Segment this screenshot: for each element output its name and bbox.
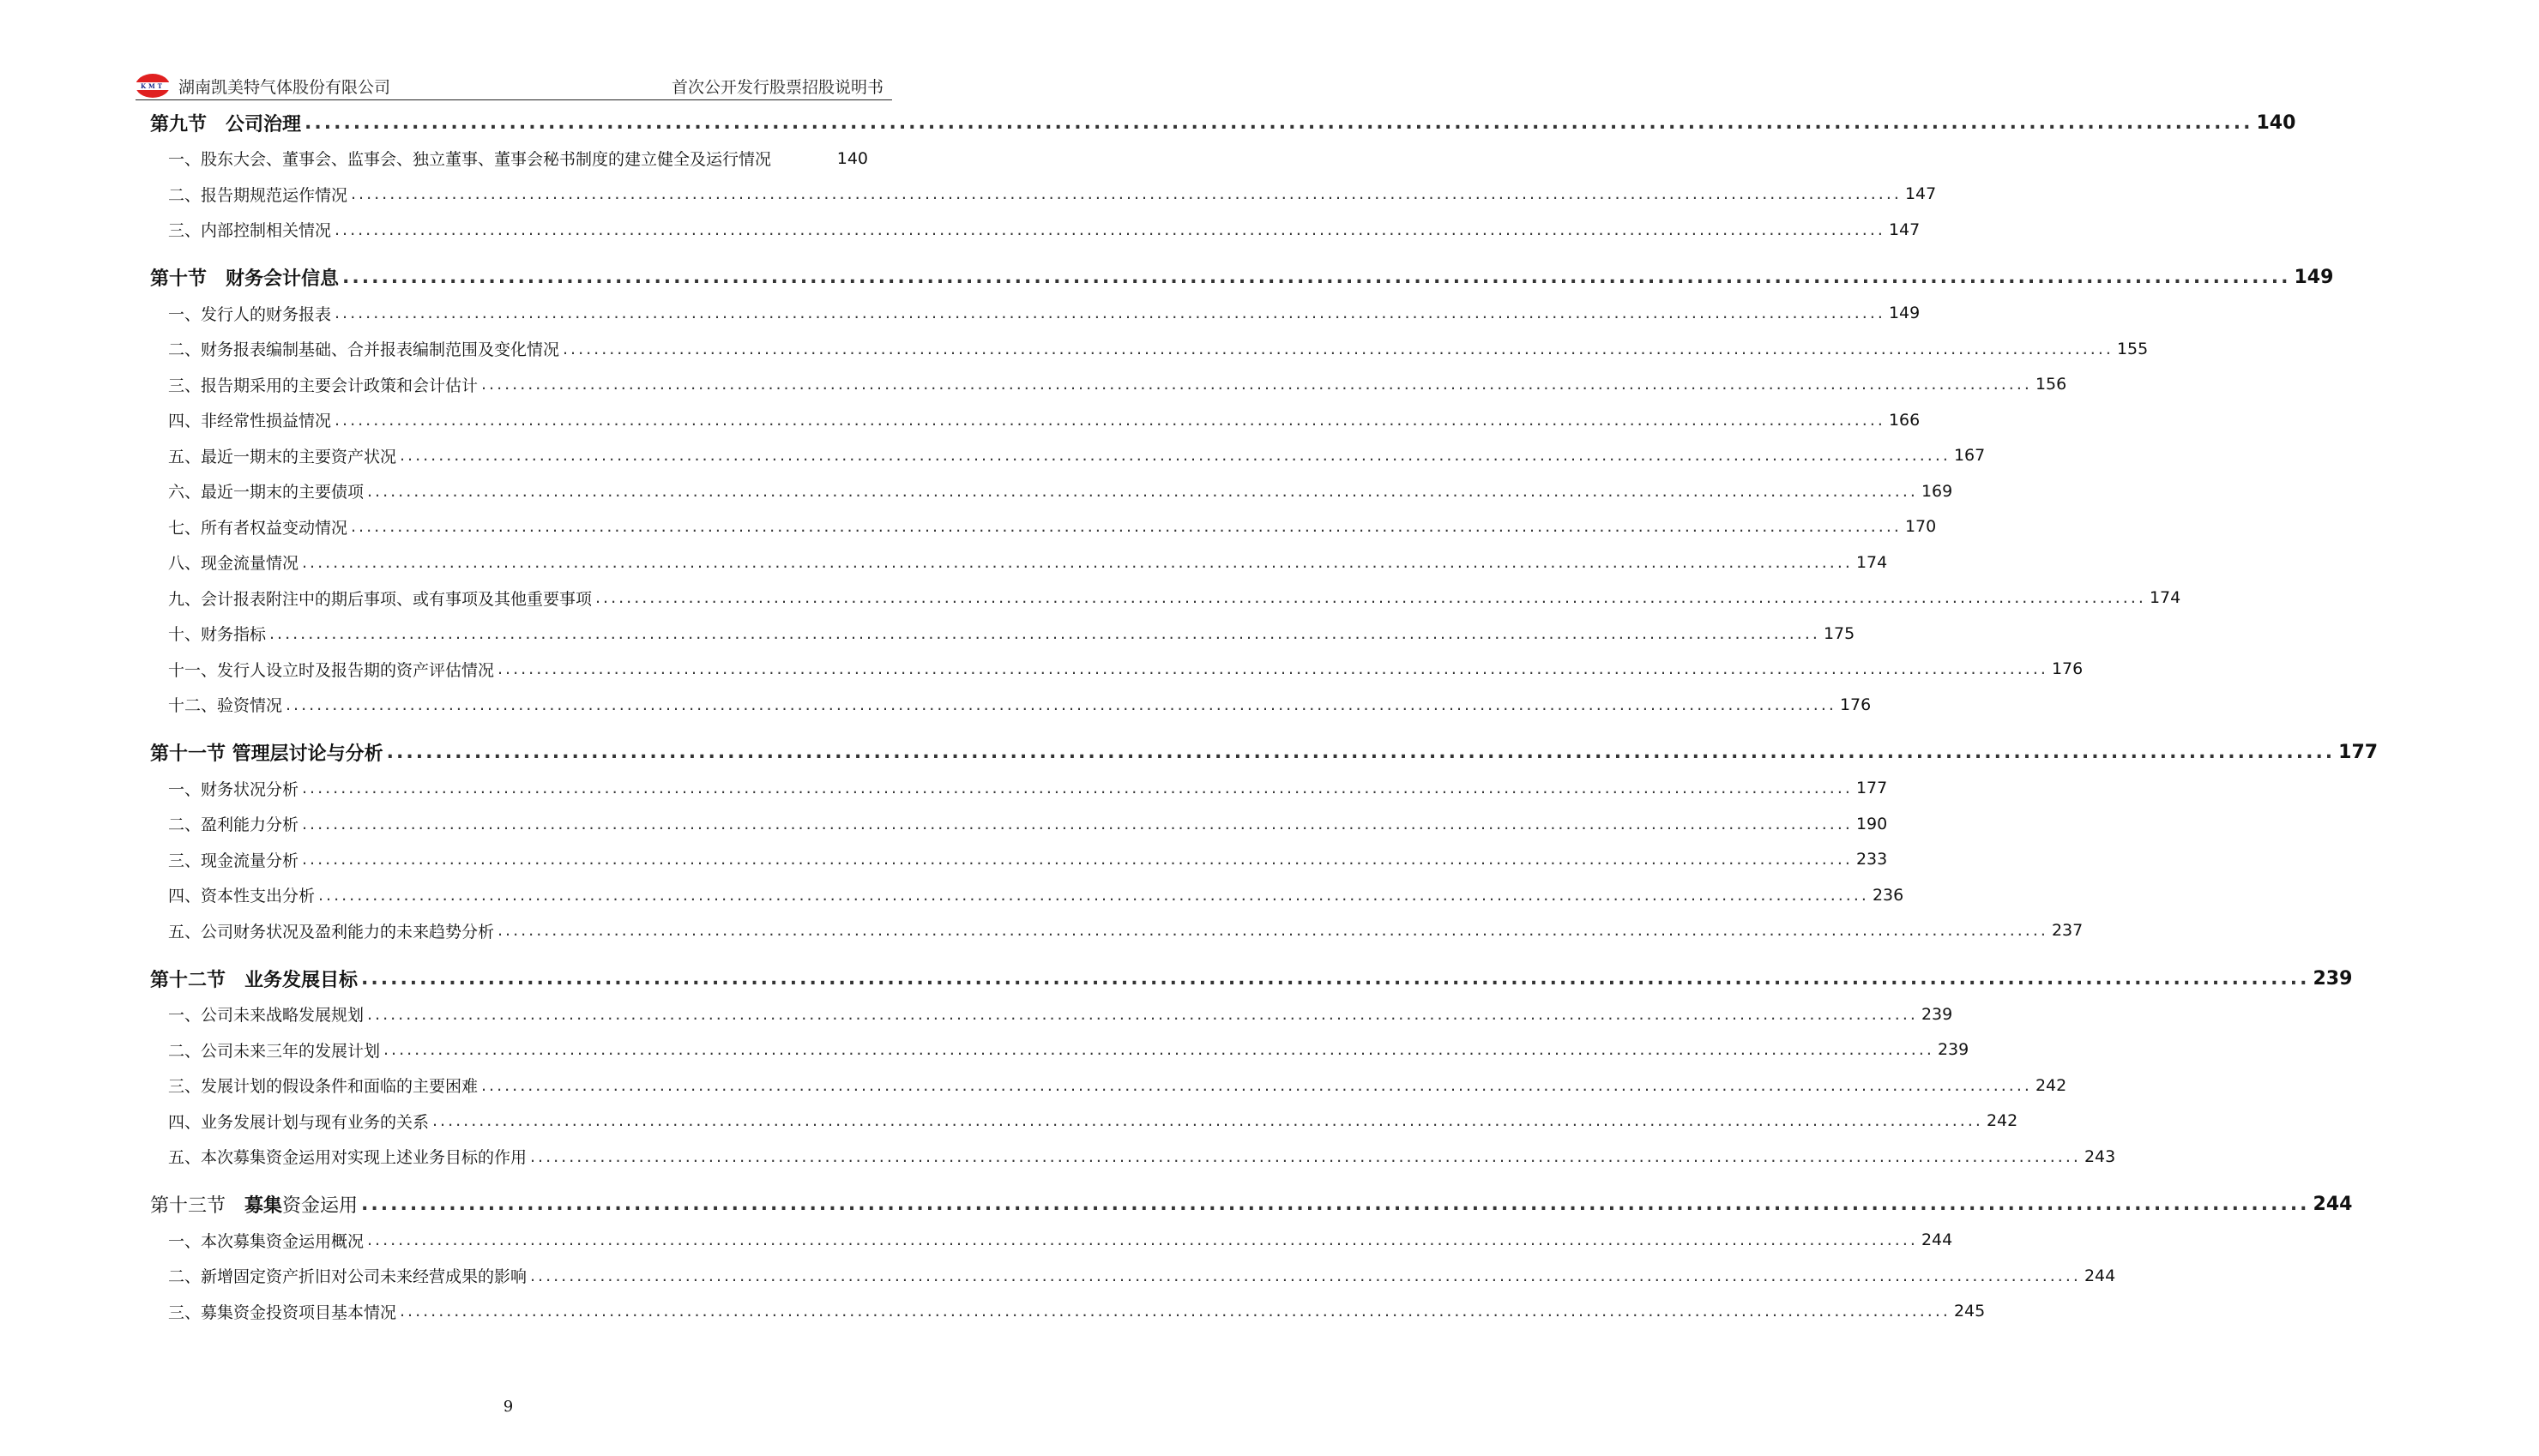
toc-page-number: 244 <box>1921 1230 1953 1250</box>
toc-entry-title: 第十二节 业务发展目标 <box>150 969 359 991</box>
toc-page-number: 170 <box>1904 517 1937 537</box>
toc-entry-title: 五、最近一期末的主要资产状况 <box>168 447 397 466</box>
toc-entry-title: 第九节 公司治理 <box>150 113 302 135</box>
dot-leader: ........................................................................................................................................................................................................ <box>269 623 1820 643</box>
toc-entry-title: 三、募集资金投资项目基本情况 <box>168 1303 397 1322</box>
toc-entry-title: 一、股东大会、董事会、监事会、独立董事、董事会秘书制度的建立健全及运行情况 <box>168 150 772 170</box>
toc-page-number: 244 <box>2084 1266 2116 1285</box>
toc-subsection-entry[interactable] <box>0 687 1872 723</box>
toc-subsection-entry[interactable] <box>0 509 1937 545</box>
dot-leader: ........................................................................................................................................................................................................ <box>361 967 2310 990</box>
toc-subsection-entry[interactable] <box>0 1294 1986 1330</box>
dot-leader: ........................................................................................................................................................................................................ <box>302 552 1853 572</box>
toc-page-number: 156 <box>2035 375 2067 394</box>
toc-subsection-entry[interactable] <box>0 1139 2116 1175</box>
toc-page-number: 244 <box>2313 1194 2353 1215</box>
toc-subsection-entry[interactable] <box>0 212 1921 248</box>
toc-section-entry[interactable] <box>0 1187 2353 1223</box>
toc-page-number: 140 <box>836 148 868 168</box>
dot-leader: ........................................................................................................................................................................................................ <box>335 304 1885 323</box>
toc-page-number: 149 <box>2294 267 2334 288</box>
dot-leader: ........................................................................................................................................................................................................ <box>432 1111 1983 1131</box>
toc-subsection-entry[interactable] <box>0 996 1953 1032</box>
dot-leader: ........................................................................................................................................................................................................ <box>481 375 2032 394</box>
dot-leader: ........................................................................................................................................................................................................ <box>481 1075 2032 1095</box>
toc-entry-title: 三、发展计划的假设条件和面临的主要困难 <box>168 1077 479 1097</box>
toc-entry-title: 三、内部控制相关情况 <box>168 221 332 241</box>
toc-page-number: 147 <box>1888 220 1921 239</box>
dot-leader: ........................................................................................................................................................................................................ <box>367 1230 1918 1250</box>
toc-subsection-entry[interactable] <box>0 473 1953 509</box>
toc-entry-title: 六、最近一期末的主要债项 <box>168 483 365 502</box>
toc-page-number: 239 <box>1921 1004 1953 1024</box>
toc-page-number: 174 <box>1855 552 1888 572</box>
toc-page-number: 242 <box>1986 1111 2018 1131</box>
toc-entry-title: 七、所有者权益变动情况 <box>168 518 348 538</box>
toc-page-number: 174 <box>2149 588 2181 608</box>
dot-leader: ........................................................................................................................................................................................................ <box>367 481 1918 501</box>
toc-entry-title: 十、财务指标 <box>168 625 267 645</box>
toc-subsection-entry[interactable] <box>0 367 2067 403</box>
dot-leader: ........................................................................................................................................................................................................ <box>302 779 1853 798</box>
table-of-contents <box>0 105 2379 1329</box>
page-header <box>136 72 892 100</box>
dot-leader: ........................................................................................................................................................................................................ <box>342 267 2291 288</box>
toc-subsection-entry[interactable] <box>0 141 1029 177</box>
company-logo: KMT <box>136 74 170 98</box>
toc-page-number: 155 <box>2116 339 2149 358</box>
toc-page-number: 175 <box>1823 623 1855 643</box>
toc-subsection-entry[interactable] <box>0 331 2149 367</box>
dot-leader: ........................................................................................................................................................................................................ <box>400 446 1951 466</box>
toc-entry-title: 二、新增固定资产折旧对公司未来经营成果的影响 <box>168 1267 528 1287</box>
toc-section-entry[interactable] <box>0 105 2296 141</box>
toc-entry-title: 一、本次募集资金运用概况 <box>168 1231 365 1251</box>
dot-leader: ........................................................................................................................................................................................................ <box>335 410 1885 430</box>
toc-page-number: 239 <box>1937 1040 1969 1060</box>
title-part: 资金运用 <box>282 1195 359 1217</box>
toc-page-number: 147 <box>1904 184 1937 204</box>
dot-leader: ........................................................................................................................................................................................................ <box>498 659 2048 679</box>
toc-subsection-entry[interactable] <box>0 771 1888 807</box>
toc-page-number: 176 <box>1839 695 1872 714</box>
company-name: 湖南凯美特气体股份有限公司 <box>178 78 391 97</box>
toc-page-number: 237 <box>2051 921 2084 941</box>
toc-subsection-entry[interactable] <box>0 402 1921 438</box>
toc-page-number: 166 <box>1888 410 1921 430</box>
toc-page-number: 242 <box>2035 1075 2067 1095</box>
dot-leader: ........................................................................................................................................................................................................ <box>351 517 1902 537</box>
dot-leader: ........................................................................................................................................................................................................ <box>361 1194 2310 1215</box>
dot-leader: ........................................................................................................................................................................................................ <box>383 1040 1934 1060</box>
toc-page-number: 169 <box>1921 481 1953 501</box>
dot-leader: ........................................................................................................................................................................................................ <box>302 850 1853 869</box>
dot-leader: ........................................................................................................................................................................................................ <box>530 1146 2081 1166</box>
toc-subsection-entry[interactable] <box>0 544 1888 581</box>
toc-subsection-entry[interactable] <box>0 877 1904 913</box>
toc-subsection-entry[interactable] <box>0 1223 1953 1259</box>
toc-page-number: 140 <box>2256 111 2296 134</box>
dot-leader: ........................................................................................................................................................................................................ <box>305 111 2253 134</box>
toc-subsection-entry[interactable] <box>0 177 1937 213</box>
toc-entry-title: 八、现金流量情况 <box>168 554 299 574</box>
toc-subsection-entry[interactable] <box>0 652 2084 688</box>
title-part: 募集 <box>244 1195 283 1217</box>
dot-leader: ........................................................................................................................................................................................................ <box>563 339 2114 358</box>
toc-entry-title: 四、非经常性损益情况 <box>168 412 332 431</box>
dot-leader: ........................................................................................................................................................................................................ <box>498 921 2048 941</box>
toc-entry-title: 一、财务状况分析 <box>168 779 299 799</box>
toc-entry-title: 四、业务发展计划与现有业务的关系 <box>168 1112 430 1132</box>
toc-entry-title: 二、公司未来三年的发展计划 <box>168 1041 381 1061</box>
toc-subsection-entry[interactable] <box>0 1068 2067 1104</box>
toc-subsection-entry[interactable] <box>0 296 1921 332</box>
toc-subsection-entry[interactable] <box>0 581 2181 617</box>
toc-entry-title: 第十节 财务会计信息 <box>150 268 340 290</box>
document-title: 首次公开发行股票招股说明书 <box>671 78 884 97</box>
dot-leader: ........................................................................................................................................................................................................ <box>351 184 1902 204</box>
toc-page-number: 239 <box>2313 967 2353 990</box>
toc-entry-title: 一、发行人的财务报表 <box>168 304 332 324</box>
toc-subsection-entry[interactable] <box>0 616 1855 652</box>
toc-entry-title: 三、报告期采用的主要会计政策和会计估计 <box>168 376 479 395</box>
dot-leader: ........................................................................................................................................................................................................ <box>302 814 1853 833</box>
toc-entry-title: 十一、发行人设立时及报告期的资产评估情况 <box>168 660 495 680</box>
toc-subsection-entry[interactable] <box>0 1032 1969 1068</box>
dot-leader: ........................................................................................................................................................................................................ <box>386 742 2336 763</box>
toc-subsection-entry[interactable] <box>0 842 1888 878</box>
toc-page-number: 167 <box>1953 446 1986 466</box>
toc-entry-title: 一、公司未来战略发展规划 <box>168 1006 365 1026</box>
toc-entry-title: 四、资本性支出分析 <box>168 887 316 906</box>
toc-subsection-entry[interactable] <box>0 806 1888 842</box>
toc-page-number: 190 <box>1855 814 1888 833</box>
toc-entry-title: 二、财务报表编制基础、合并报表编制范围及变化情况 <box>168 340 560 360</box>
toc-page-number: 236 <box>1872 885 1904 905</box>
dot-leader: ........................................................................................................................................................................................................ <box>595 588 2146 608</box>
toc-page-number: 177 <box>2338 742 2379 763</box>
title-part: 第十三节 <box>150 1195 245 1217</box>
toc-entry-title: 第十一节 管理层讨论与分析 <box>150 743 383 765</box>
toc-page-number: 176 <box>2051 659 2084 679</box>
toc-page-number: 243 <box>2084 1146 2116 1166</box>
toc-subsection-entry[interactable] <box>0 1258 2116 1294</box>
toc-entry-title: 五、本次募集资金运用对实现上述业务目标的作用 <box>168 1148 528 1168</box>
dot-leader: ........................................................................................................................................................................................................ <box>530 1266 2081 1285</box>
page-number: 9 <box>503 1398 514 1416</box>
toc-page-number: 233 <box>1855 850 1888 869</box>
toc-entry-title: 二、报告期规范运作情况 <box>168 185 348 205</box>
toc-entry-title <box>150 1191 358 1218</box>
dot-leader: ........................................................................................................................................................................................................ <box>400 1302 1951 1321</box>
dot-leader: ........................................................................................................................................................................................................ <box>335 220 1885 239</box>
dot-leader: ........................................................................................................................................................................................................ <box>286 695 1836 714</box>
toc-entry-title: 五、公司财务状况及盈利能力的未来趋势分析 <box>168 922 495 942</box>
dot-leader: ........................................................................................................................................................................................................ <box>367 1004 1918 1024</box>
toc-entry-title: 九、会计报表附注中的期后事项、或有事项及其他重要事项 <box>168 589 593 609</box>
toc-entry-title: 三、现金流量分析 <box>168 851 299 870</box>
toc-subsection-entry[interactable] <box>0 438 1986 474</box>
toc-entry-title: 十二、验资情况 <box>168 696 283 716</box>
toc-section-entry[interactable] <box>0 735 2379 771</box>
toc-section-entry[interactable] <box>0 960 2353 996</box>
toc-subsection-entry[interactable] <box>0 1104 2018 1140</box>
toc-page-number: 149 <box>1888 304 1921 323</box>
dot-leader: ........................................................................................................................................................................................................ <box>318 885 1869 905</box>
toc-entry-title: 二、盈利能力分析 <box>168 815 299 835</box>
toc-page-number: 245 <box>1953 1302 1986 1321</box>
toc-page-number: 177 <box>1855 779 1888 798</box>
toc-subsection-entry[interactable] <box>0 913 2084 949</box>
toc-section-entry[interactable] <box>0 260 2334 296</box>
